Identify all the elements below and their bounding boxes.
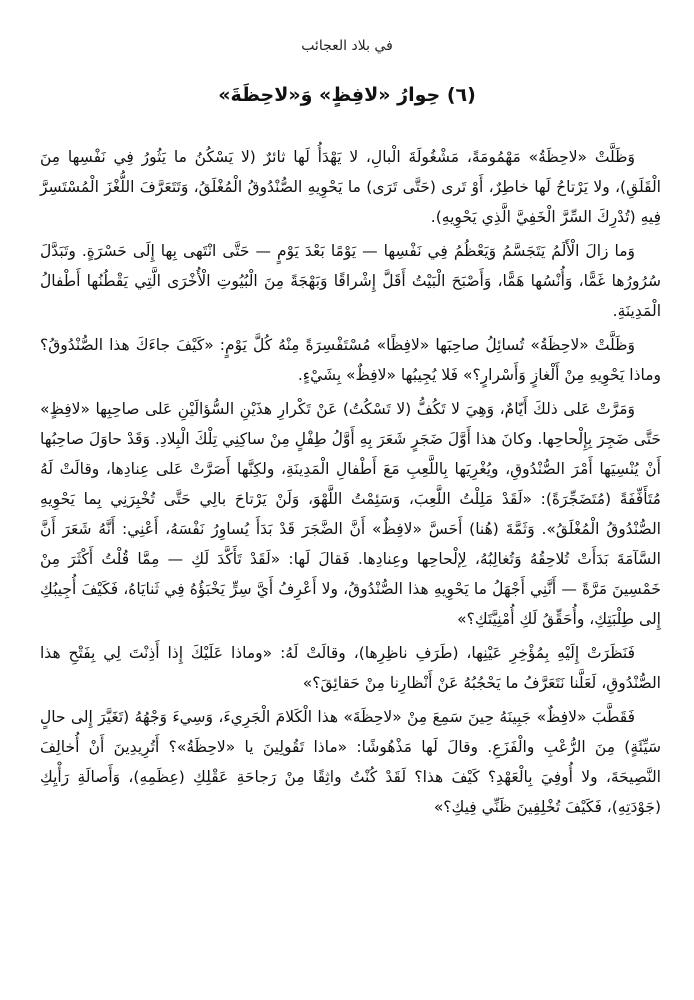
paragraph: وَظَلَّتْ «لاحِظَةُ» تُسائِلُ صاحِبَها «لافِظًا» مُسْتَفْسِرَةً مِنْهُ كُلَّ يَوْمٍ: «كَيْفَ جاءَكَ هذا الصُّنْدُوقُ؟ وماذا يَحْوِيهِ مِنْ أَلْغازٍ وَأَسْرارٍ؟» فَلا يُجِيبُها «لافِظٌ» بِشَيْءٍ. [40, 336, 661, 384]
body-text [40, 142, 661, 826]
paragraph: وَما زالَ الْأَلَمُ يَتَجَسَّمُ وَيَعْظُمُ فِي نَفْسِها — يَوْمًا بَعْدَ يَوْمٍ — حَتَّى انْتَهى بِها إِلَى حَسْرَةٍ. وتَبَدَّلَ سُرُورُها غَمًّا، وَأُنْسُها هَمًّا، وَأَصْبَحَ الْبَيْتُ أَقَلَّ إِشْراقًا وَبَهْجَةً مِنَ الْبُيُوتِ الْأُخْرَى الَّتِي يَقْطُنُها أَطْفالُ الْمَدِينَةِ. [40, 242, 661, 320]
paragraph: فَقَطَّبَ «لافِظٌ» جَبِينَهُ حِينَ سَمِعَ مِنْ «لاحِظَةَ» هذا الْكَلامَ الْجَرِيءَ، وَسِيءَ وَجْهُهُ (تَغَيَّرَ إِلى حالٍ سَيِّئَةٍ) مِنَ الرُّعْبِ والْفَزَعِ. وقالَ لَها مَذْهُوشًا: «ماذا تَقُولِينَ يا «لاحِظَةُ»؟ أَتُرِيدِينَ أَنْ أُخالِفَ النَّصِيحَةَ، ولا أُوفِيَ بِالْعَهْدِ؟ كَيْفَ هذا؟ لَقَدْ كُنْتُ واثِقًا مِنْ رَجاحَةِ عَقْلِكِ (عِظَمِهِ)، وَأَصالَةِ رَأْيِكِ (جَوْدَتِهِ)، فَكَيْفَ تُخْلِفِينَ ظَنِّي فِيكِ؟» [40, 708, 661, 816]
paragraph: وَظَلَّتْ «لاحِظَةُ» مَهْمُومَةً، مَشْغُولَةَ الْبالِ، لا يَهْدَأُ لَها ثائرٌ (لا يَسْكُنُ ما يَثُورُ فِي نَفْسِها مِنَ الْقَلَقِ)، ولا يَرْتاحُ لَها خاطِرٌ، أَوْ تَرى (حَتَّى تَرَى) ما يَحْوِيهِ الصُّنْدُوقُ الْمُغْلَقُ، وَتَتَعَرَّفَ اللُّغْزَ الْمُسْتَسِرَّ فِيهِ (تُدْرِكَ السِّرَّ الْخَفِيَّ الَّذِي يَحْوِيهِ). [40, 148, 661, 226]
paragraph: وَمَرَّتْ عَلى ذلكَ أَيّامٌ، وَهِيَ لا تَكُفُّ (لا تَسْكُتُ) عَنْ تَكْرارِ هذَيْنِ السُّؤالَيْنِ عَلى صاحِبِها «لافِظٍ» حَتَّى ضَجِرَ بِإِلْحاحِها. وكانَ هذا أَوَّلَ ضَجَرٍ شَعَرَ بِهِ أَوَّلُ طِفْلٍ مِنْ ساكِنِي تِلْكَ الْبِلادِ. وَقَدْ حاوَلَ صاحِبُها أَنْ يُنْسِيَها أَمْرَ الصُّنْدُوقِ، ويُغْرِيَها بِاللَّعِبِ مَعَ أَطْفالِ الْمَدِينَةِ، ولكِنَّها أَصَرَّتْ عَلى عِنادِها، وقالَتْ لَهُ مُتَأَفِّفَةً (مُتَضَجِّرَةً): «لَقَدْ مَلِلْتُ اللَّعِبَ، وَسَئِمْتُ اللَّهْوَ، وَلَنْ يَرْتاحَ بالِي حَتَّى تُخْبِرَنِي بِما يَحْوِيهِ الصُّنْدُوقُ الْمُغْلَقُ». وَثَمَّةَ (هُنا) أَحَسَّ «لافِظٌ» أَنَّ الضَّجَرَ قَدْ بَدَأَ يُساوِرُ نَفْسَهُ، أَعْنِي: أَنَّهُ شَعَرَ أَنَّ السَّآمَةَ بَدَأَتْ تُلاحِقُهُ وَتُغالِبُهُ، لِإلْحاحِها وعِنادِها. فَقالَ لَها: «لَقَدْ تَأَكَّدَ لَكِ — مِمَّا قُلْتُ أَكْثَرَ مِنْ خَمْسِينَ مَرَّةً — أَنَّنِي أَجْهَلُ ما يَحْوِيهِ هذا الصُّنْدُوقُ، ولا أَعْرِفُ أَيَّ سِرٍّ يَخْبَؤُهُ فِي ثَنايَاهُ، فَكَيْفَ أُجِيبُكِ إِلى طِلْبَتِكِ، وأُحَقِّقُ لَكِ أُمْنِيَّتَكِ؟» [40, 400, 661, 628]
running-header: في بلاد العجائب [301, 38, 393, 54]
paragraph: فَنَظَرَتْ إِلَيْهِ بِمُؤْخِرِ عَيْنِها، (طَرَفِ ناظِرِها)، وقالَتْ لَهُ: «وماذا عَلَيْكَ إِذا أَذِنْتَ لِي بِفَتْحِ هذا الصُّنْدُوقِ، لَعَلَّنا نَتَعَرَّفُ ما يَحْجُبُهُ عَنْ أَنْظارِنا مِنْ حَقائِقَ؟» [40, 644, 661, 692]
chapter-title: (٦) حِوارُ «لافِظٍ» وَ«لاحِظَةَ» [218, 84, 476, 106]
